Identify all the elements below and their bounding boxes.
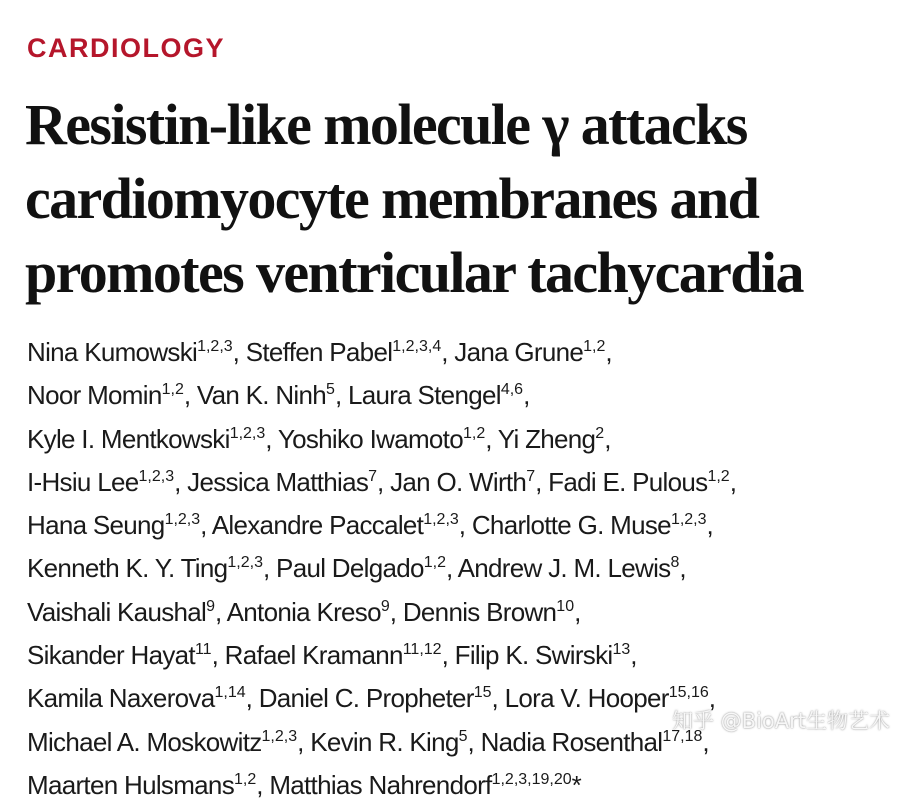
watermark: 知乎 @BioArt生物艺术 (672, 709, 890, 733)
author-name: I-Hsiu Lee (27, 466, 139, 497)
author-name: Filip K. Swirski (454, 640, 613, 671)
author-name: Charlotte G. Muse (471, 510, 671, 541)
author (278, 424, 498, 454)
author-name: Vaishali Kaushal (27, 596, 207, 627)
author-separator: , (706, 510, 714, 541)
author-separator: , (729, 466, 737, 497)
affiliation-superscript: 1,2 (707, 467, 730, 485)
affiliation-superscript: 1,2,3 (227, 554, 263, 572)
author-separator: , (262, 553, 277, 584)
author (310, 727, 480, 757)
affiliation-superscript: 9 (206, 597, 216, 615)
author-name: Laura Stengel (348, 380, 501, 411)
author-separator: , (535, 466, 549, 497)
author-name: Jessica Matthias (187, 466, 369, 497)
author-line (27, 371, 897, 414)
author-name: Nina Kumowski (27, 337, 198, 367)
author (27, 683, 259, 713)
author-name: Fadi E. Pulous (548, 466, 708, 497)
author-line (27, 544, 897, 587)
affiliation-superscript: 2 (595, 424, 605, 442)
affiliation-superscript: 4,6 (500, 381, 524, 399)
author-separator: , (377, 466, 391, 497)
author-separator: * (571, 769, 582, 800)
author-line (27, 588, 897, 631)
author (227, 597, 403, 627)
affiliation-superscript: 15 (473, 684, 492, 702)
author-name: Rafael Kramann (224, 640, 403, 671)
author-line (27, 458, 897, 501)
author-name: Kenneth K. Y. Ting (27, 553, 228, 584)
author-line (27, 415, 897, 458)
author-name: Yi Zheng (497, 423, 596, 454)
author (455, 640, 637, 670)
author-separator: , (605, 337, 612, 367)
author-separator: , (200, 510, 212, 541)
author-separator: , (297, 726, 311, 757)
author (246, 337, 455, 367)
author-separator: , (491, 683, 505, 714)
author-name: Kamila Naxerova (27, 683, 215, 714)
author (348, 380, 530, 410)
author (27, 640, 225, 670)
author-separator: , (245, 683, 259, 714)
affiliation-superscript: 1,2,3 (670, 511, 707, 529)
affiliation-superscript: 1,2,3 (197, 338, 233, 355)
section-label: CARDIOLOGY (27, 33, 226, 63)
author-name: Alexandre Paccalet (211, 510, 424, 541)
author-name: Dennis Brown (402, 596, 557, 627)
author-separator: , (211, 640, 225, 671)
author-separator: , (183, 380, 197, 411)
affiliation-superscript: 15,16 (668, 684, 709, 702)
author (27, 337, 246, 367)
affiliation-superscript: 1,2 (462, 424, 486, 442)
author-separator: , (523, 380, 530, 411)
author-separator: , (265, 423, 278, 454)
author (27, 770, 269, 800)
affiliation-superscript: 1,2 (161, 381, 184, 399)
affiliation-superscript: 13 (612, 641, 631, 659)
author-separator: , (702, 726, 709, 757)
author (276, 553, 458, 583)
affiliation-superscript: 1,2,3 (229, 424, 266, 442)
author-name: Daniel C. Propheter (258, 683, 474, 714)
author-separator: , (604, 423, 611, 454)
author (403, 597, 581, 627)
author-separator: , (232, 337, 246, 367)
author-separator: , (334, 380, 348, 411)
author-name: Yoshiko Iwamoto (277, 423, 463, 454)
affiliation-superscript: 7 (526, 467, 536, 485)
author (27, 553, 276, 583)
author-name: Steffen Pabel (245, 337, 393, 367)
author-name: Antonia Kreso (226, 596, 381, 627)
affiliation-superscript: 11 (194, 641, 212, 659)
title-line-2: cardiomyocyte membranes and (25, 166, 759, 231)
title-line-3: promotes ventricular tachycardia (25, 240, 803, 305)
author-name: Noor Momin (27, 380, 162, 411)
author-separator: , (256, 769, 270, 800)
author-name: Jan O. Wirth (390, 466, 527, 497)
affiliation-superscript: 1,14 (214, 684, 246, 702)
author-line (27, 761, 897, 804)
author (27, 510, 212, 540)
author-name: Kyle I. Mentkowski (27, 423, 230, 454)
affiliation-superscript: 1,2 (423, 554, 447, 572)
author (27, 467, 187, 497)
author-separator: , (174, 466, 188, 497)
author-name: Jana Grune (454, 337, 584, 367)
author-line (27, 328, 897, 371)
affiliation-superscript: 1,2 (583, 338, 606, 355)
author-line (27, 501, 897, 544)
author-name: Andrew J. M. Lewis (457, 553, 671, 584)
affiliation-superscript: 1,2,3 (138, 467, 175, 485)
author (212, 510, 472, 540)
author (27, 380, 197, 410)
affiliation-superscript: 11,12 (402, 641, 442, 659)
affiliation-superscript: 7 (368, 467, 378, 485)
author (27, 727, 310, 757)
affiliation-superscript: 1,2,3 (261, 727, 298, 745)
affiliation-superscript: 8 (670, 554, 680, 572)
author-separator: , (389, 596, 403, 627)
author-line (27, 631, 897, 674)
author-separator: , (467, 726, 481, 757)
author (197, 380, 348, 410)
author-separator: , (630, 640, 637, 671)
author-name: Nadia Rosenthal (480, 726, 663, 757)
author-separator: , (708, 683, 716, 714)
affiliation-superscript: 10 (556, 597, 575, 615)
author-separator: , (215, 596, 227, 627)
author-name: Michael A. Moskowitz (27, 726, 262, 757)
author-name: Van K. Ninh (196, 380, 327, 411)
affiliation-superscript: 1,2,3 (164, 511, 201, 529)
author-name: Matthias Nahrendorf (269, 769, 492, 800)
author (259, 683, 505, 713)
affiliation-superscript: 5 (326, 381, 335, 399)
title-line-1: Resistin-like molecule γ attacks (25, 92, 747, 157)
author (454, 337, 612, 367)
author (27, 597, 227, 627)
author (187, 467, 390, 497)
author (225, 640, 455, 670)
author-separator: , (679, 553, 686, 584)
affiliation-superscript: 1,2,3,4 (392, 338, 442, 355)
affiliation-superscript: 1,2,3 (423, 511, 459, 529)
article-title (25, 88, 895, 310)
affiliation-superscript: 9 (380, 597, 390, 615)
affiliation-superscript: 1,2 (234, 770, 257, 788)
author-name: Maarten Hulsmans (27, 769, 234, 800)
author-separator: , (446, 553, 458, 584)
author-name: Kevin R. King (310, 726, 459, 757)
author-separator: , (574, 596, 581, 627)
author (269, 770, 581, 800)
author (548, 467, 736, 497)
author (458, 553, 686, 583)
author-name: Sikander Hayat (27, 640, 195, 671)
author (498, 424, 611, 454)
affiliation-superscript: 1,2,3,19,20 (491, 770, 572, 788)
author-name: Paul Delgado (276, 553, 424, 584)
affiliation-superscript: 17,18 (662, 727, 703, 745)
author-separator: , (441, 640, 455, 671)
author-separator: , (485, 423, 498, 454)
author-separator: , (441, 337, 455, 367)
author-name: Lora V. Hooper (504, 683, 669, 714)
author (472, 510, 713, 540)
affiliation-superscript: 5 (458, 727, 468, 745)
author-separator: , (458, 510, 472, 541)
author-name: Hana Seung (27, 510, 165, 541)
author (390, 467, 548, 497)
author (27, 424, 278, 454)
